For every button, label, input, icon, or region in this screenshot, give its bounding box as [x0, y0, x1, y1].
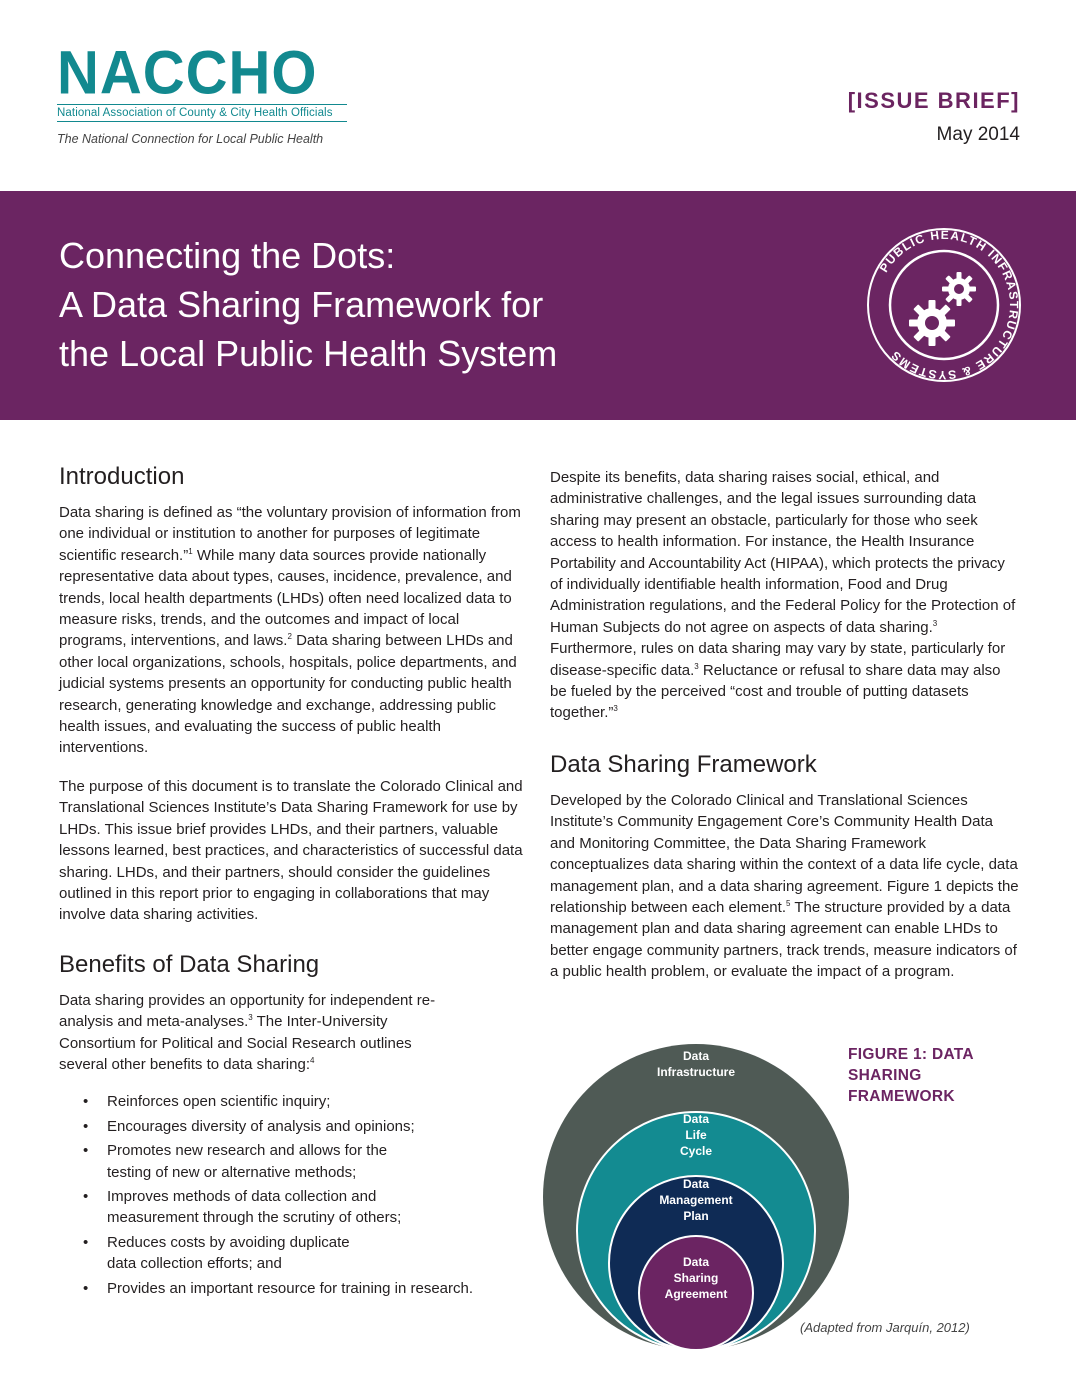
challenges-paragraph: Despite its benefits, data sharing raises social, ethical, and administrative challenges, and the legal issues surrounding data sharing may present an obstacle, particularly for those who seek access to health information. For instance, the Health Insurance Portability and Accountability Act (HIPAA), which protects the privacy of individually identifiable health information, Food and Drug Administration regulations, and the Federal Policy for the Protection of Human Subjects do not agree on aspects of data sharing.$^3$ Furthermore, rules on data sharing may vary by state, particularly for disease-specific data.$^3$ Reluctance or refusal to share data may also be fueled by the perceived “cost and trouble of putting datasets together.”$^3$	[550, 469, 1016, 722]
introduction-paragraph-1: Data sharing is defined as “the voluntary provision of information from one individual or institution to another for purposes of legitimate scientific research.”$^1$ While many data sources provide nationally representative data about types, causes, incidence, prevalence, and trends, local health departments (LHDs) often need localized data to measure risks, trends, and the outcomes and impact of local programs, interventions, and laws.$^2$ Data sharing between LHDs and other local organizations, schools, hospitals, police departments, and judicial systems presents an opportunity for conducting public health research, generating knowledge and exchange, addressing public health issues, and evaluating the success of public health interventions.	[59, 504, 521, 757]
title-line-1: Connecting the Dots:	[59, 235, 396, 276]
benefits-list	[59, 1091, 529, 1299]
introduction-paragraph-2: The purpose of this document is to translate the Colorado Clinical and Translational Sciences Institute’s Data Sharing Framework for use by LHDs. This issue brief provides LHDs, and their partners, valuable lessons learned, best practices, and characteristics of successful data sharing. LHDs, and their partners, should consider the guidelines outlined in this report prior to engaging in collaborations that may involve data sharing activities.	[59, 777, 523, 924]
title-banner	[0, 191, 1076, 420]
list-item: • Reinforces open scientific inquiry;	[59, 1091, 529, 1112]
label-data-infrastructure: Data Infrastructure	[656, 1049, 736, 1079]
label-data-sharing-agreement: Data Sharing Agreement	[664, 1255, 728, 1301]
right-column	[550, 467, 1020, 1000]
label-data-management-plan: Data Management Plan	[659, 1177, 733, 1223]
title-line-2: A Data Sharing Framework for	[59, 284, 544, 325]
figure-credit: (Adapted from Jarquín, 2012)	[800, 1320, 970, 1335]
infrastructure-seal	[864, 225, 1024, 385]
list-item: • Encourages diversity of analysis and opinions;	[59, 1116, 529, 1137]
logo-subtitle: National Association of County & City Health Officials	[57, 104, 347, 122]
page-title	[59, 231, 557, 378]
label-data-life-cycle: Data Life Cycle	[679, 1112, 713, 1158]
framework-heading: Data Sharing Framework	[550, 750, 817, 778]
introduction-heading: Introduction	[59, 463, 185, 490]
publication-date: May 2014	[936, 124, 1020, 145]
list-item: • Reduces costs by avoiding duplicate data collection efforts; and	[59, 1232, 529, 1275]
benefits-heading: Benefits of Data Sharing	[59, 950, 320, 978]
seal-text: PUBLIC HEALTH INFRASTRUCTURE & SYSTEMS	[876, 227, 1022, 383]
left-column	[59, 462, 529, 1302]
list-item: • Promotes new research and allows for the testing of new or alternative methods;	[59, 1140, 529, 1183]
list-item: • Improves methods of data collection and measurement through the scrutiny of others;	[59, 1186, 529, 1229]
gear-icon	[909, 272, 976, 346]
naccho-logo	[57, 38, 357, 146]
framework-paragraph: Developed by the Colorado Clinical and Translational Sciences Institute’s Community Engagement Core’s Community Health Data and Monitoring Committee, the Data Sharing Framework conceptualizes data sharing within the context of a data life cycle, data management plan, and a data sharing agreement. Figure 1 depicts the relationship between each element.$^5$ The structure provided by a data management plan and data sharing agreement can enable LHDs to better engage community partners, track trends, measure indicators of a public health problem, or evaluate the impact of a program.	[550, 791, 1019, 981]
figure-caption: FIGURE 1: DATA SHARING FRAMEWORK	[848, 1046, 974, 1105]
list-item: • Provides an important resource for training in research.	[59, 1278, 529, 1299]
logo-wordmark: NACCHO	[57, 38, 318, 108]
title-line-3: the Local Public Health System	[59, 333, 558, 374]
benefits-paragraph: Data sharing provides an opportunity for independent re-analysis and meta-analyses.$^3$ The Inter-University Consortium for Political and Social Research outlines several other benefits to data sharing:$^4$	[59, 991, 436, 1073]
issue-brief-block	[848, 88, 1020, 146]
issue-brief-label: [ISSUE BRIEF]	[847, 88, 1020, 113]
logo-tagline: The National Connection for Local Public Health	[57, 132, 324, 146]
